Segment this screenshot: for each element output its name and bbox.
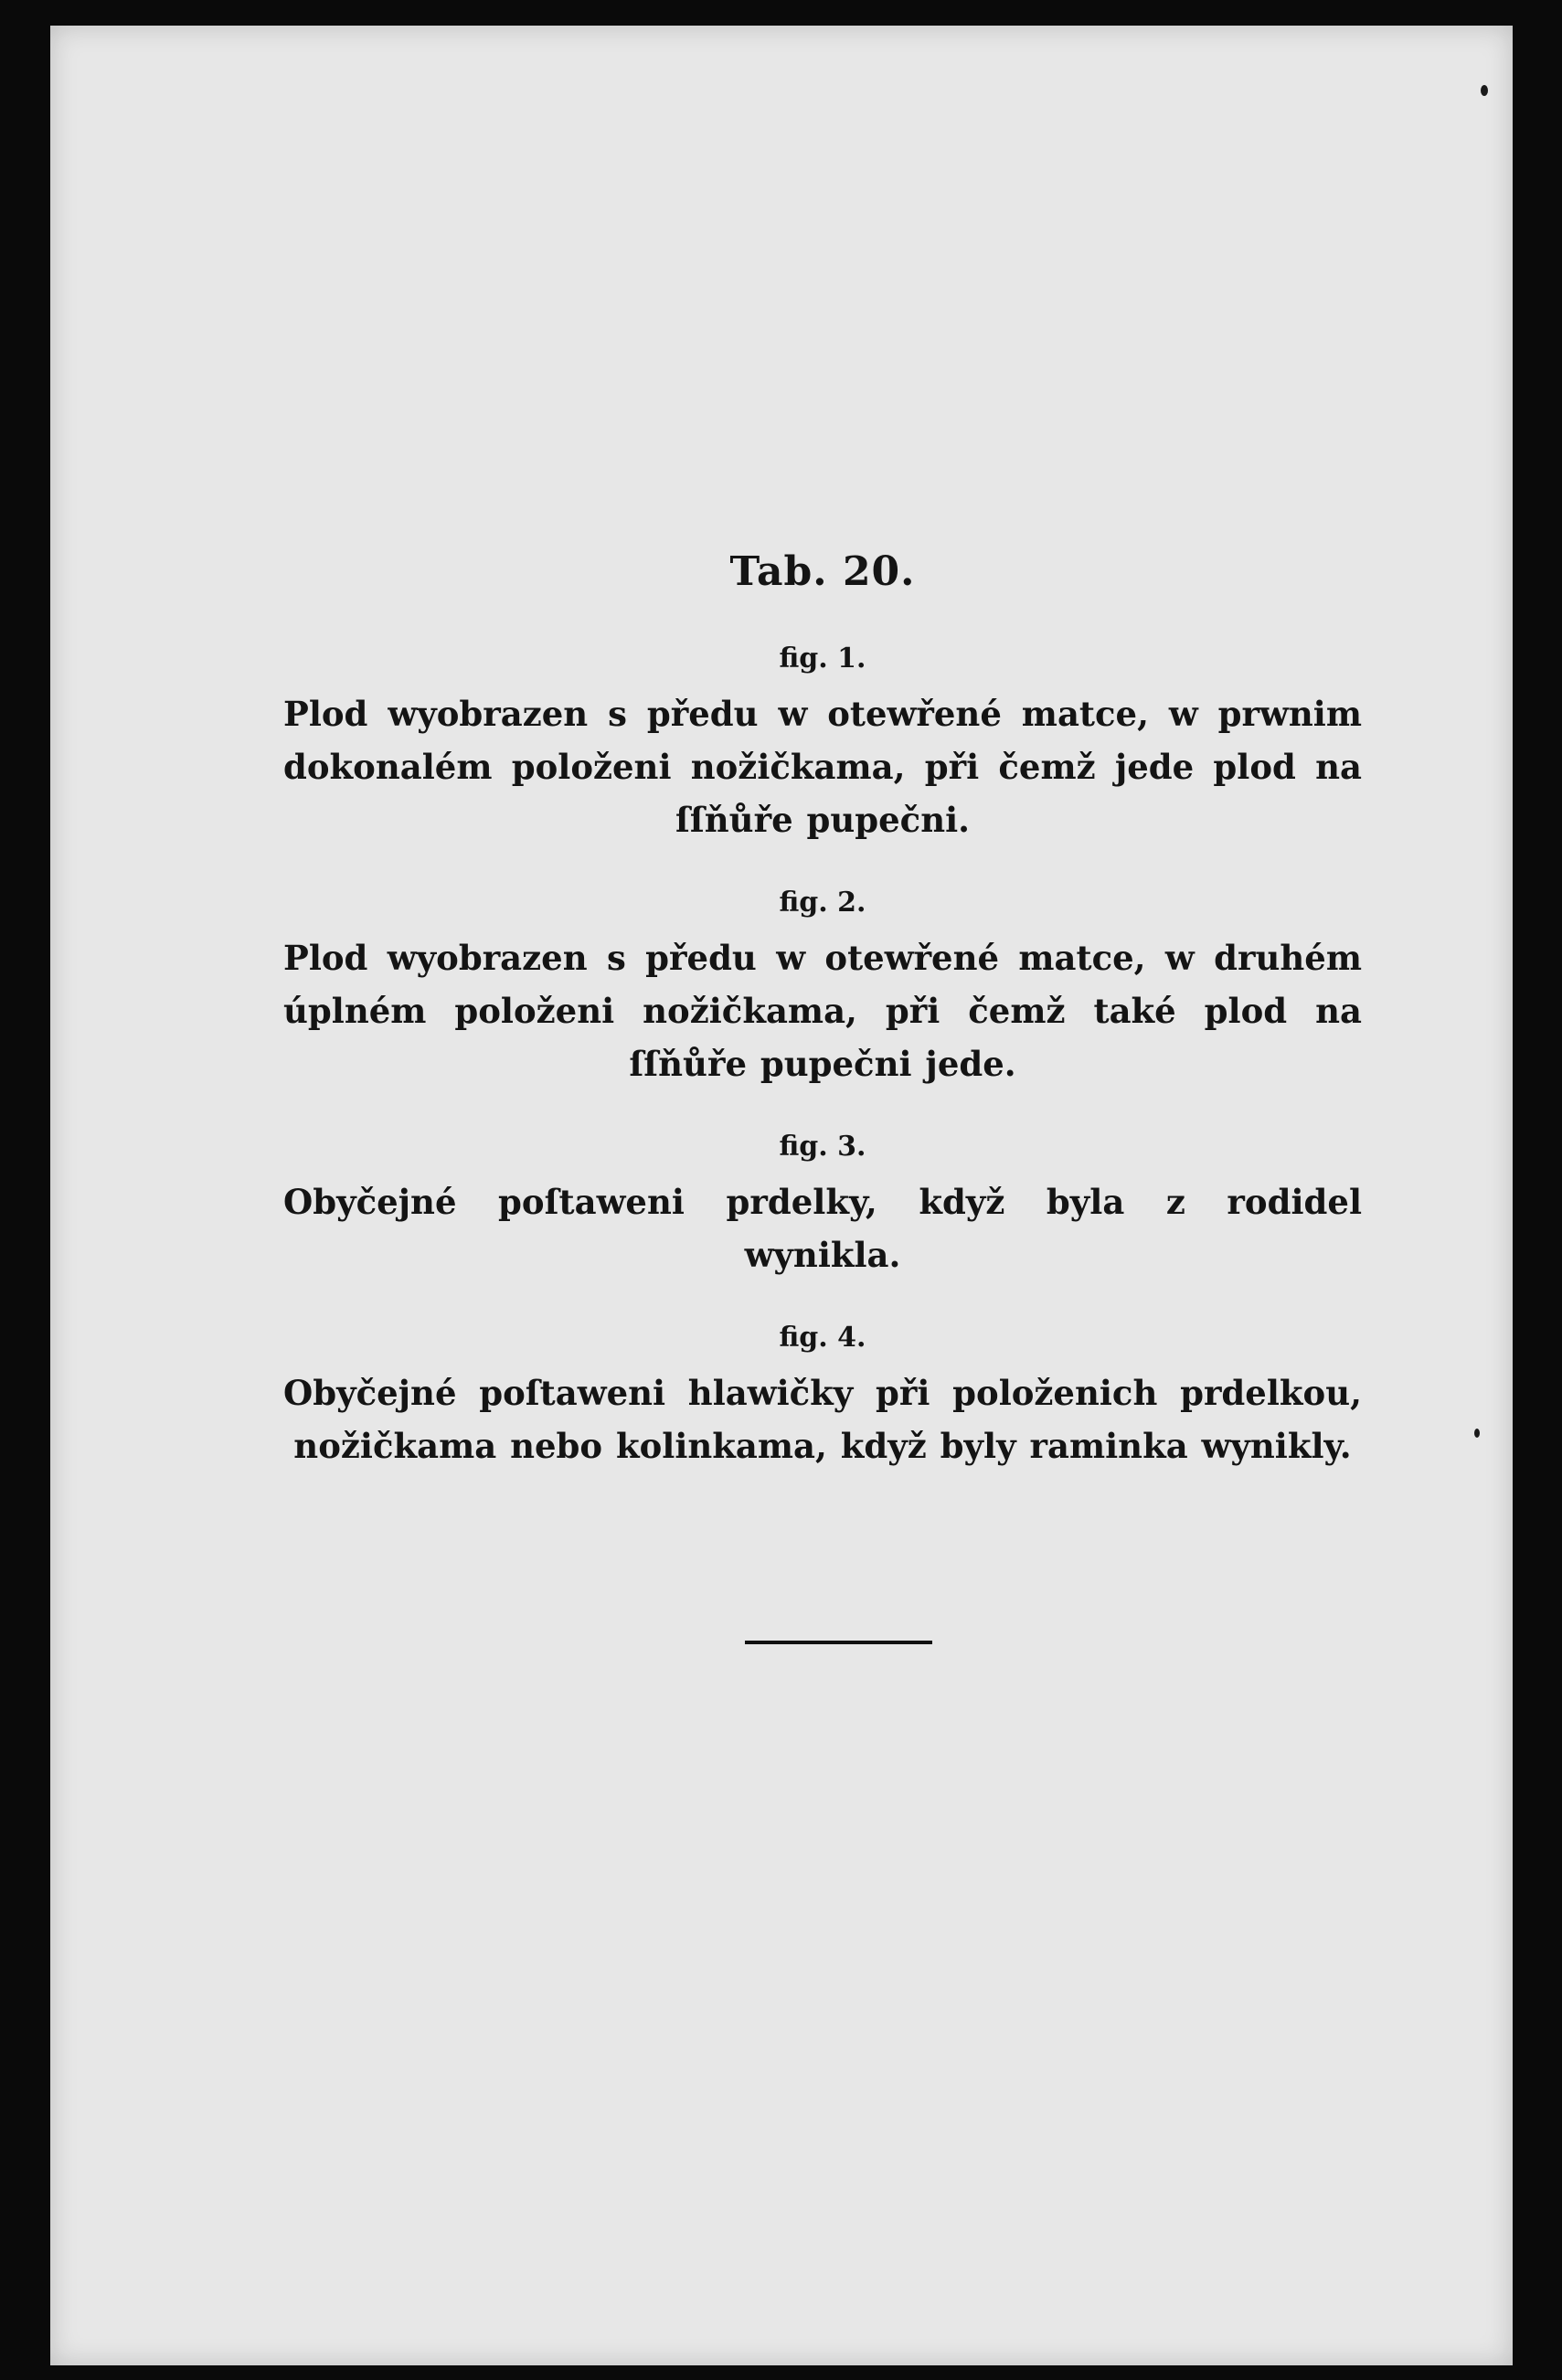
figure-3-caption: Obyčejné poſtaweni prdelky, když byla z rodidel wynikla. <box>283 1182 1362 1275</box>
figure-2-caption: Plod wyobrazen s předu w otewřené matce, w druhém úplném položeni nožičkama, při čemž také plod na ſſňůře pupečni jede. <box>283 938 1362 1084</box>
figure-4-caption: Obyčejné poſtaweni hlawičky při položenich prdelkou, nožičkama nebo kolinkama, když byly raminka wynikly. <box>283 1373 1362 1466</box>
figure-1-caption: Plod wyobrazen s předu w otewřené matce, w prwnim dokonalém položeni nožičkama, při čemž jede plod na ſſňůře pupečni. <box>283 694 1362 840</box>
closing-rule <box>745 1641 932 1644</box>
figure-3-section <box>274 1131 1371 1281</box>
figure-4-label: fig. 4. <box>779 1322 866 1354</box>
ink-speck <box>1474 1429 1480 1438</box>
page-content <box>274 548 1371 1513</box>
figure-1-label: fig. 1. <box>779 643 866 675</box>
figure-2-label: fig. 2. <box>779 887 866 919</box>
figure-4-section <box>274 1322 1371 1472</box>
ink-speck <box>1481 85 1488 96</box>
figure-1-section <box>274 643 1371 846</box>
figure-3-label: fig. 3. <box>779 1131 866 1163</box>
figure-2-section <box>274 887 1371 1090</box>
plate-title: Tab. 20. <box>729 548 916 595</box>
